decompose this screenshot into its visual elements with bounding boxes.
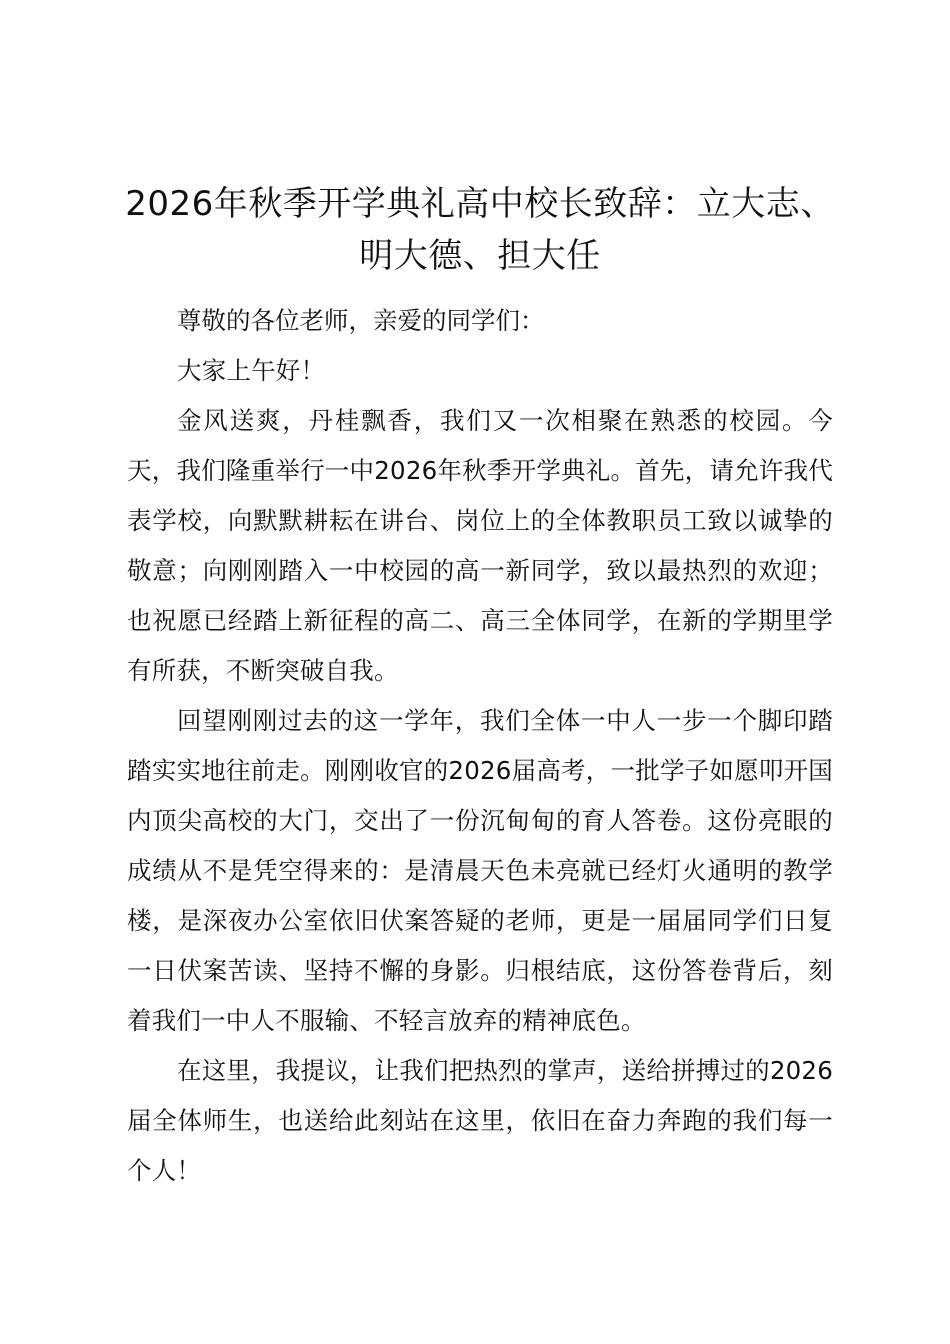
paragraph-2: 回望刚刚过去的这一学年，我们全体一中人一步一个脚印踏踏实实地往前走。刚刚收官的2026届高考，一批学子如愿叩开国内顶尖高校的大门，交出了一份沉甸甸的育人答卷。这份亮眼的成绩从不是凭空得来的：是清晨天色未亮就已经灯火通明的教学楼，是深夜办公室依旧伏案答疑的老师，更是一届届同学们日复一日伏案苦读、坚持不懈的身影。归根结底，这份答卷背后，刻着我们一中人不服输、不轻言放弃的精神底色。 <box>127 706 833 1035</box>
greeting: 大家上午好！ <box>177 356 326 385</box>
paragraph-1: 金风送爽，丹桂飘香，我们又一次相聚在熟悉的校园。今天，我们隆重举行一中2026年秋季开学典礼。首先，请允许我代表学校，向默默耕耘在讲台、岗位上的全体教职员工致以诚挚的敬意；向刚刚踏入一中校园的高一新同学，致以最热烈的欢迎；也祝愿已经踏上新征程的高二、高三全体同学，在新的学期里学有所获，不断突破自我。 <box>127 406 833 685</box>
salutation: 尊敬的各位老师，亲爱的同学们： <box>177 306 545 335</box>
document-body <box>127 178 833 1196</box>
paragraph-3: 在这里，我提议，让我们把热烈的掌声，送给拼搏过的2026届全体师生，也送给此刻站在这里，依旧在奋力奔跑的我们每一个人！ <box>127 1056 833 1185</box>
title-line-1: 2026年秋季开学典礼高中校长致辞：立大志、 <box>125 184 835 224</box>
document-title <box>100 178 860 282</box>
title-line-2: 明大德、担大任 <box>359 236 601 276</box>
